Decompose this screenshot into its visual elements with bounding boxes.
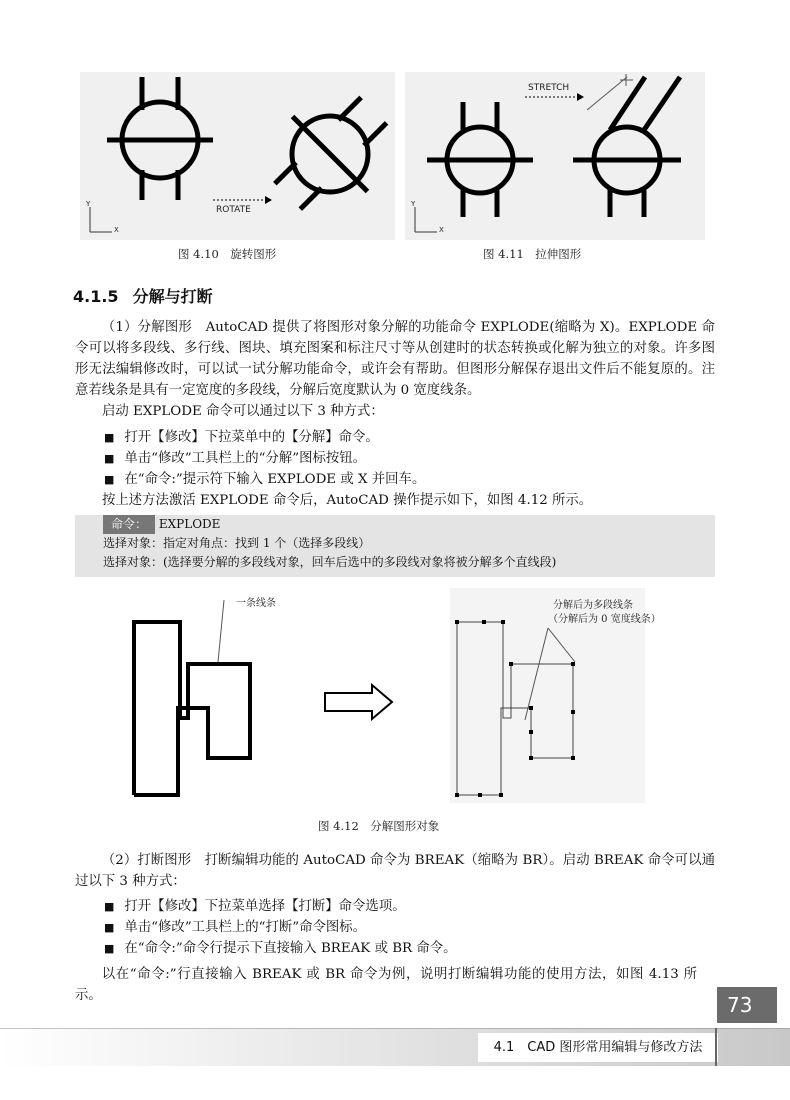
symbol-rotated — [250, 73, 395, 234]
page-number: 73 — [717, 987, 777, 1023]
callout-exploded-1: 分解后为多段线条 — [553, 600, 633, 611]
axis-x-label-2: X — [439, 226, 444, 234]
paragraph-explode-after: 按上述方法激活 EXPLODE 命令后，AutoCAD 操作提示如下，如图 4.12 所示。 — [102, 493, 593, 508]
symbol-upright — [107, 77, 213, 200]
bullet-break-1: ■ 打开【修改】下拉菜单选择【打断】命令选项。 — [104, 896, 406, 917]
figure-4-11-caption: 图 4.11 拉伸图形 — [483, 247, 582, 261]
hollow-arrow — [325, 685, 392, 719]
rotate-label: ROTATE — [216, 205, 251, 215]
polyline-thick — [134, 622, 250, 795]
paragraph-break-example: 以在“命令:”行直接输入 BREAK 或 BR 命令为例，说明打断编辑功能的使用方法，如图 4.13 所示。 — [75, 967, 697, 1003]
exploded-lines — [457, 622, 573, 795]
symbol-stretched — [573, 77, 681, 217]
section-heading — [73, 284, 227, 307]
bullet-explode-1: ■ 打开【修改】下拉菜单中的【分解】命令。 — [104, 427, 379, 448]
bullet-break-3: ■ 在“命令:”命令行提示下直接输入 BREAK 或 BR 命令。 — [104, 938, 457, 959]
paragraph-explode-lead: 启动 EXPLODE 命令可以通过以下 3 种方式： — [102, 404, 384, 419]
axis-x-label: X — [114, 226, 119, 234]
figure-4-11 — [405, 72, 705, 240]
section-number: 4.1.5 — [73, 287, 119, 306]
command-box — [75, 515, 715, 577]
command-name: EXPLODE — [158, 517, 221, 531]
figure-4-12-caption: 图 4.12 分解图形对象 — [318, 819, 440, 833]
figure-4-10-caption: 图 4.10 旋转图形 — [178, 247, 277, 261]
bullet-explode-3: ■ 在“命令:”提示符下输入 EXPLODE 或 X 并回车。 — [104, 469, 425, 490]
command-line-1: 选择对象：指定对角点：找到 1 个（选择多段线） — [103, 536, 371, 550]
section-title: 分解与打断 — [132, 287, 213, 306]
bullet-explode-2: ■ 单击“修改”工具栏上的“分解”图标按钮。 — [104, 448, 366, 469]
command-line-2: 选择对象：(选择要分解的多段线对象，回车后选中的多段线对象将被分解多个直线段) — [103, 555, 557, 569]
paragraph-explode: （1）分解图形 AutoCAD 提供了将图形对象分解的功能命令 EXPLODE(缩略为 X)。EXPLODE 命令可以将多段线、多行线、图块、填充图案和标注尺寸等从创建时的状态转换或化解为独立的对象。许多图形无法编辑修改时，可以试一试分解功能命令，或许会有帮助。但图形分解保存退出文件后不能复原的。注意若线条是具有一定宽度的多段线，分解后宽度默认为 0 宽度线条。 — [75, 320, 715, 398]
symbol-original — [427, 102, 533, 217]
command-label: 命令： — [103, 515, 155, 534]
axis-y-label: Y — [86, 200, 91, 208]
callout-exploded-2: （分解后为 0 宽度线条） — [548, 614, 661, 625]
stretch-label: STRETCH — [528, 83, 570, 93]
callout-one-line: 一条线条 — [236, 598, 276, 609]
axis-y-label-2: Y — [411, 200, 416, 208]
bullet-break-2: ■ 单击“修改”工具栏上的“打断”命令图标。 — [104, 917, 366, 938]
paragraph-break: （2）打断图形 打断编辑功能的 AutoCAD 命令为 BREAK（缩略为 BR）。启动 BREAK 命令可以通过以下 3 种方式： — [75, 853, 715, 889]
chapter-title: 4.1 CAD 图形常用编辑与修改方法 — [493, 1040, 703, 1055]
